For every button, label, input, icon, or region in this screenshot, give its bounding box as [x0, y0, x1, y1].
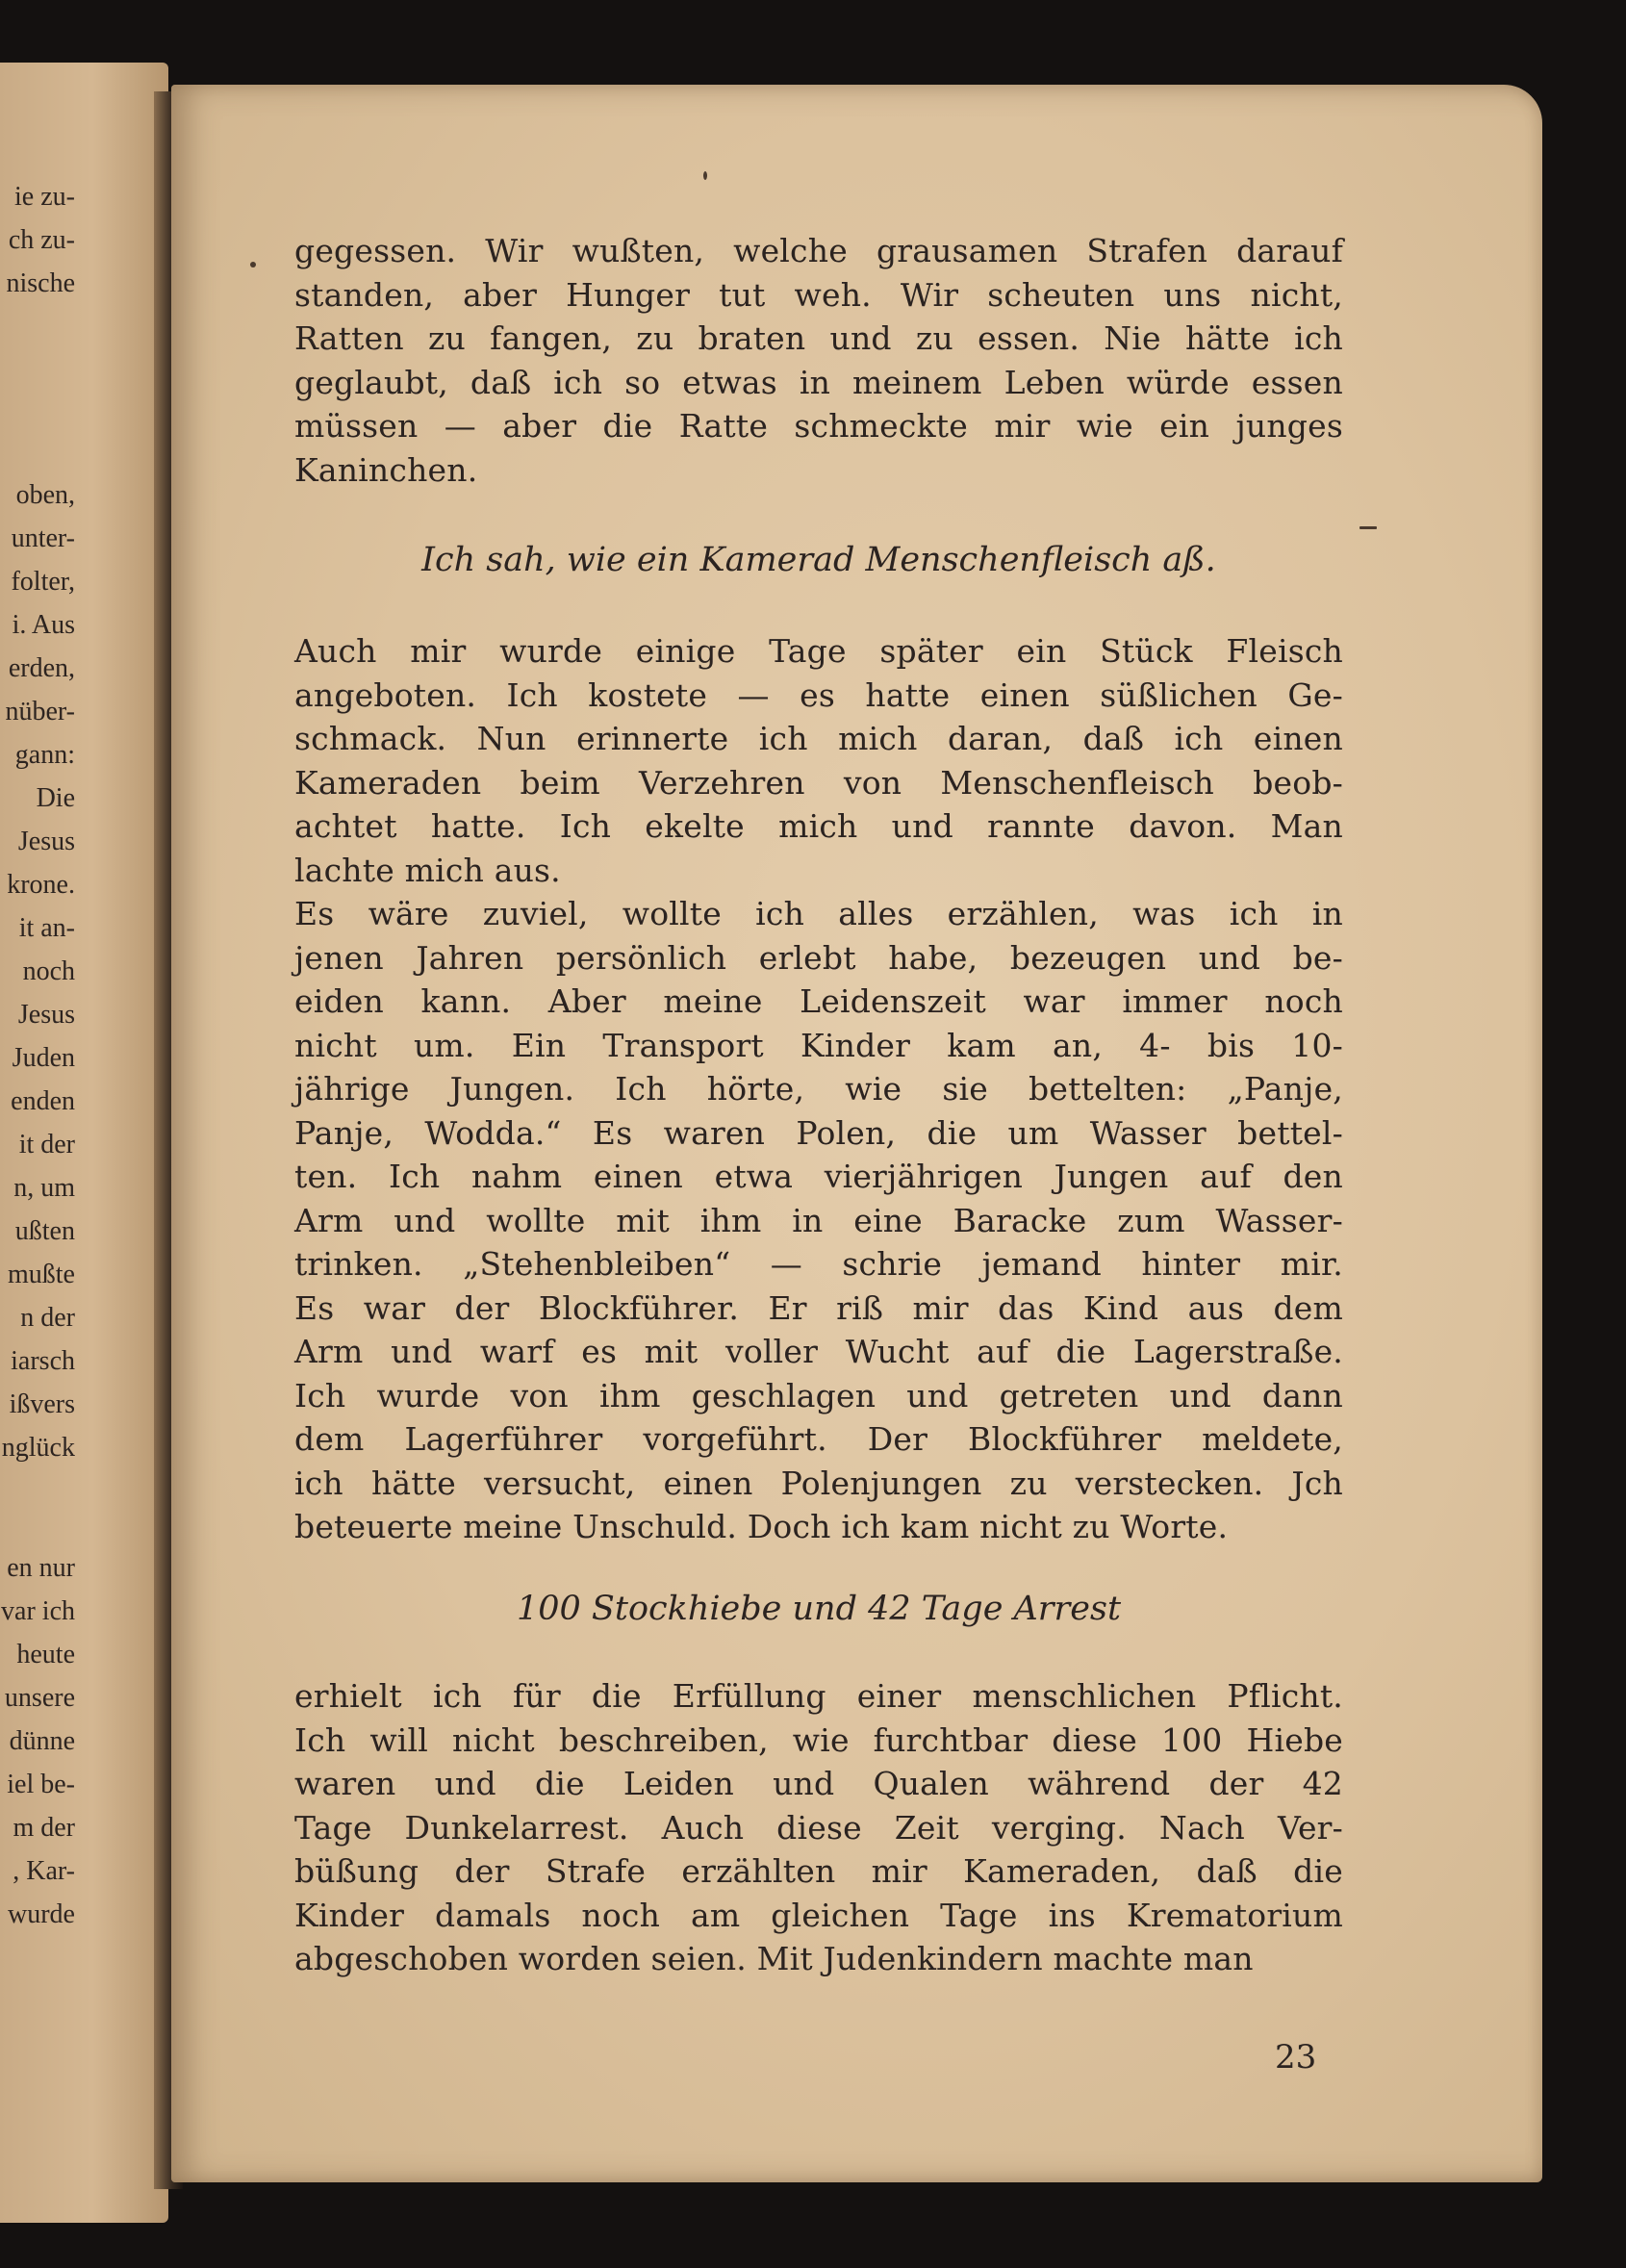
text-line: Ich will nicht beschreiben, wie furchtbar diese 100 Hiebe [294, 1720, 1343, 1759]
text-line: Es war der Blockführer. Er riß mir das Kind aus dem [294, 1288, 1343, 1327]
left-page-fragment: erden, [8, 654, 75, 683]
text-line: standen, aber Hunger tut weh. Wir scheuten uns nicht, [294, 275, 1343, 314]
text-line: büßung der Strafe erzählten mir Kameraden, daß die [294, 1852, 1343, 1890]
paper-speck [703, 171, 707, 180]
left-page-fragment: n, um [13, 1174, 75, 1203]
text-line: Kinder damals noch am gleichen Tage ins Krematorium [294, 1896, 1343, 1934]
text-line: ten. Ich nahm einen etwa vierjährigen Jungen auf den [294, 1158, 1343, 1195]
text-line: Ratten zu fangen, zu braten und zu essen. Nie hätte ich [294, 319, 1343, 357]
left-page-fragment: ißvers [9, 1390, 75, 1419]
text-line: Auch mir wurde einige Tage später ein Stück Fleisch [294, 632, 1343, 670]
paper-speck [250, 262, 256, 268]
left-page-fragment: iel be- [7, 1771, 75, 1799]
section-heading-1: Ich sah, wie ein Kamerad Menschenfleisch aß. [421, 541, 1216, 579]
text-line: jenen Jahren persönlich erlebt habe, bezeugen und be- [294, 938, 1343, 977]
text-line: Arm und warf es mit voller Wucht auf die Lagerstraße. [294, 1333, 1343, 1370]
text-line: waren und die Leiden und Qualen während der 42 [294, 1765, 1343, 1802]
text-line: Kaninchen. [294, 450, 478, 489]
left-page-fragment: iarsch [11, 1347, 75, 1376]
left-page-fragment: mußte [8, 1261, 75, 1289]
left-page-fragment: en nur [7, 1554, 75, 1583]
left-page-fragment: heute [16, 1641, 75, 1669]
left-page-fragment: nüber- [5, 698, 75, 726]
paragraph-2 [294, 629, 1343, 892]
left-page-fragment: i. Aus [12, 611, 75, 640]
paragraph-4 [294, 1674, 1343, 1981]
left-page-fragment: ußten [14, 1217, 75, 1246]
left-page-fragment: nische [6, 269, 75, 298]
page-number: 23 [1275, 2038, 1317, 2077]
section-heading-2: 100 Stockhiebe und 42 Tage Arrest [516, 1590, 1122, 1628]
left-page-fragment: unter- [11, 524, 75, 553]
text-line: achtet hatte. Ich ekelte mich und rannte davon. Man [294, 807, 1343, 845]
text-line: Arm und wollte mit ihm in eine Baracke zum Wasser- [294, 1201, 1343, 1239]
text-line: abgeschoben worden seien. Mit Judenkindern machte man [294, 1940, 1254, 1977]
text-line: geglaubt, daß ich so etwas in meinem Leben würde essen [294, 363, 1343, 401]
text-line: jährige Jungen. Ich hörte, wie sie bettelten: „Panje, [294, 1070, 1343, 1108]
paragraph-1 [294, 229, 1343, 492]
left-page-fragment: noch [22, 957, 75, 986]
left-page-fragment: n der [20, 1304, 75, 1333]
text-line: beteuerte meine Unschuld. Doch ich kam nicht zu Worte. [294, 1508, 1229, 1545]
left-page-fragment: dünne [9, 1727, 75, 1756]
left-page-fragment: Juden [12, 1044, 75, 1073]
text-line: schmack. Nun erinnerte ich mich daran, daß ich einen [294, 720, 1343, 757]
left-page-fragment: gann: [14, 741, 75, 770]
text-line: lachte mich aus. [294, 851, 561, 889]
text-line: trinken. „Stehenbleiben“ — schrie jemand hinter mir. [294, 1245, 1343, 1283]
text-line: Ich wurde von ihm geschlagen und getreten und dann [294, 1376, 1343, 1414]
left-page-fragment: ch zu- [8, 226, 75, 255]
left-page-fragment: m der [13, 1814, 75, 1843]
left-page-fragment: ie zu- [14, 183, 75, 212]
left-page-fragment: folter, [11, 568, 75, 597]
text-line: Kameraden beim Verzehren von Menschenfleisch beob- [294, 763, 1343, 802]
left-page-fragment: it der [18, 1131, 75, 1159]
text-line: Es wäre zuviel, wollte ich alles erzählen, was ich in [294, 895, 1343, 932]
text-line: dem Lagerführer vorgeführt. Der Blockführer meldete, [294, 1420, 1343, 1458]
left-page-fragment: wurde [8, 1900, 75, 1929]
text-line: erhielt ich für die Erfüllung einer menschlichen Pflicht. [294, 1677, 1343, 1715]
left-page-fragment: enden [11, 1087, 75, 1116]
text-line: eiden kann. Aber meine Leidenszeit war immer noch [294, 982, 1343, 1020]
paragraph-3 [294, 892, 1343, 1549]
left-page-fragment: krone. [7, 871, 75, 900]
text-line: angeboten. Ich kostete — es hatte einen süßlichen Ge- [294, 675, 1343, 714]
text-line: müssen — aber die Ratte schmeckte mir wie ein junges [294, 407, 1343, 445]
left-page-fragment: oben, [15, 481, 75, 510]
left-page-fragment: Die [36, 784, 75, 813]
left-page-fragment: unsere [4, 1684, 75, 1713]
text-line: Panje, Wodda.“ Es waren Polen, die um Wasser bettel- [294, 1113, 1343, 1152]
text-line: nicht um. Ein Transport Kinder kam an, 4- bis 10- [294, 1026, 1343, 1064]
text-line: gegessen. Wir wußten, welche grausamen Strafen darauf [294, 232, 1343, 269]
paper-speck [1359, 526, 1377, 529]
left-page-fragment: nglück [1, 1434, 75, 1463]
left-page-fragment: Jesus [17, 1001, 75, 1030]
left-page-fragment: , Kar- [13, 1857, 75, 1886]
left-page-fragment: it an- [18, 914, 75, 943]
left-page-fragment: var ich [1, 1597, 75, 1626]
text-line: Tage Dunkelarrest. Auch diese Zeit verging. Nach Ver- [294, 1808, 1343, 1847]
left-page [0, 63, 168, 2223]
left-page-fragment: Jesus [17, 828, 75, 856]
text-line: ich hätte versucht, einen Polenjungen zu verstecken. Jch [294, 1464, 1343, 1502]
